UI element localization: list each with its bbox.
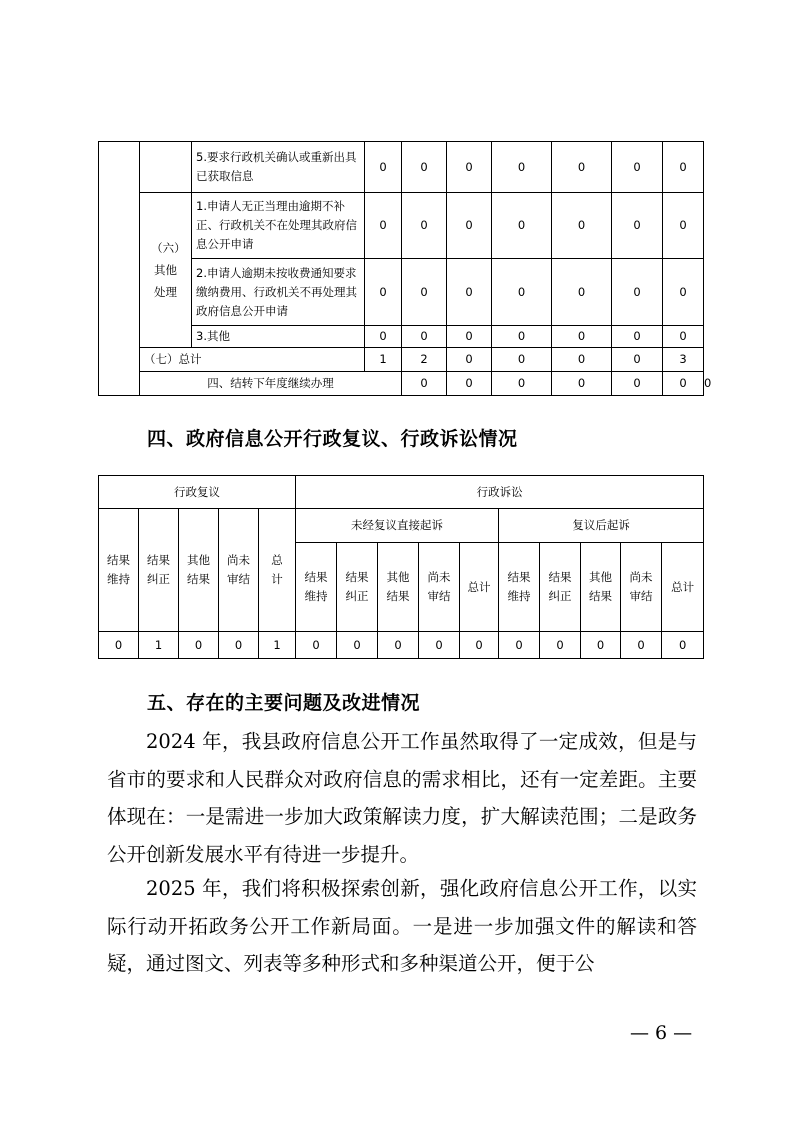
cell: 0 [552,326,612,348]
table-row [99,476,704,509]
cell: 0 [402,259,447,326]
page-number: — 6 — [630,1022,693,1044]
cell: 0 [365,142,402,193]
cell: 0 [552,193,612,259]
cell: 0 [663,326,704,348]
cell: 0 [378,632,419,659]
cell: 0 [552,372,612,396]
review-header: 行政复议 [99,476,296,509]
group-label: （六）其他处理 [140,193,192,348]
cell: 2 [402,348,447,372]
column-header: 尚未审结 [219,509,259,632]
cell: 0 [663,142,704,193]
table-row [99,348,704,372]
cell: 0 [552,348,612,372]
cell: 0 [447,193,492,259]
cell: 0 [365,326,402,348]
cell: 0 [492,348,552,372]
cell: 0 [447,372,492,396]
cell: 0 [419,632,460,659]
cell: 0 [552,142,612,193]
column-header: 尚未审结 [419,543,460,632]
cell: 1 [365,348,402,372]
row-label: 1.申请人无正当理由逾期不补正、行政机关不在处理其政府信息公开申请 [192,193,365,259]
row-label: 3.其他 [192,326,365,348]
column-header: 结果纠正 [139,509,179,632]
table-row [99,142,704,193]
section-heading: 五、存在的主要问题及改进情况 [147,692,421,714]
blank-cell [99,142,140,396]
cell: 0 [492,372,552,396]
table-row [99,193,704,259]
cell: 0 [492,326,552,348]
cell: 0 [365,259,402,326]
row-label: （七）总计 [140,348,365,372]
table-row: 四、结转下年度继续办理 0 0 0 0 0 0 0 [99,372,704,396]
cell: 0 [612,193,663,259]
cell: 0 [663,372,704,396]
cell: 0 [447,142,492,193]
column-header: 结果维持 [296,543,337,632]
cell: 1 [139,632,179,659]
cell: 0 [179,632,219,659]
column-header: 其他结果 [378,543,419,632]
row-label: 2.申请人逾期未按收费通知要求缴纳费用、行政机关不再处理其政府信息公开申请 [192,259,365,326]
cell: 0 [447,259,492,326]
cell: 0 [296,632,337,659]
statistics-table-continued [98,141,712,396]
column-header: 总计 [259,509,296,632]
cell: 0 [612,326,663,348]
cell: 3 [663,348,704,372]
column-header: 结果纠正 [337,543,378,632]
cell: 0 [447,348,492,372]
direct-header: 未经复议直接起诉 [296,509,499,543]
table-row [99,509,704,543]
column-header: 尚未审结 [621,543,662,632]
cell: 0 [612,142,663,193]
body-paragraph: 2025 年，我们将积极探索创新，强化政府信息公开工作，以实际行动开拓政务公开工作新局面。一是进一步加强文件的解读和答疑，通过图文、列表等多种形式和多种渠道公开，便于公 [107,877,697,975]
cell: 0 [460,632,499,659]
row-label: 四、结转下年度继续办理 [140,372,402,396]
column-header: 其他结果 [179,509,219,632]
column-header: 结果维持 [99,509,139,632]
cell: 0 [492,142,552,193]
cell: 0 [552,259,612,326]
cell: 0 [663,259,704,326]
cell: 0 [492,193,552,259]
cell: 0 [402,142,447,193]
cell: 0 [447,326,492,348]
cell: 0 [612,348,663,372]
cell: 0 [219,632,259,659]
column-header: 总计 [662,543,704,632]
column-header: 结果维持 [499,543,540,632]
cell: 0 [492,259,552,326]
cell: 0 [402,326,447,348]
row-label: 5.要求行政机关确认或重新出具已获取信息 [192,142,365,193]
cell: 0 [540,632,581,659]
cell: 0 [499,632,540,659]
review-litigation-table [98,475,704,659]
after-header: 复议后起诉 [499,509,704,543]
litigation-header: 行政诉讼 [296,476,704,509]
column-header: 其他结果 [581,543,621,632]
cell: 0 [581,632,621,659]
blank-cell [140,142,192,193]
cell: 0 [402,372,447,396]
cell: 0 [337,632,378,659]
table-row [99,632,704,659]
column-header: 结果纠正 [540,543,581,632]
body-paragraph: 2024 年，我县政府信息公开工作虽然取得了一定成效，但是与省市的要求和人民群众对政府信息的需求相比，还有一定差距。主要体现在：一是需进一步加大政策解读力度，扩大解读范围；二是政务公开创新发展水平有待进一步提升。 [107,730,697,866]
cell: 0 [662,632,704,659]
cell: 0 [365,193,402,259]
cell: 1 [259,632,296,659]
section-heading: 四、政府信息公开行政复议、行政诉讼情况 [147,428,518,450]
column-header: 总计 [460,543,499,632]
cell: 0 [612,372,663,396]
cell: 0 [621,632,662,659]
cell: 0 [402,193,447,259]
cell: 0 [663,193,704,259]
cell: 0 [612,259,663,326]
cell: 0 [99,632,139,659]
